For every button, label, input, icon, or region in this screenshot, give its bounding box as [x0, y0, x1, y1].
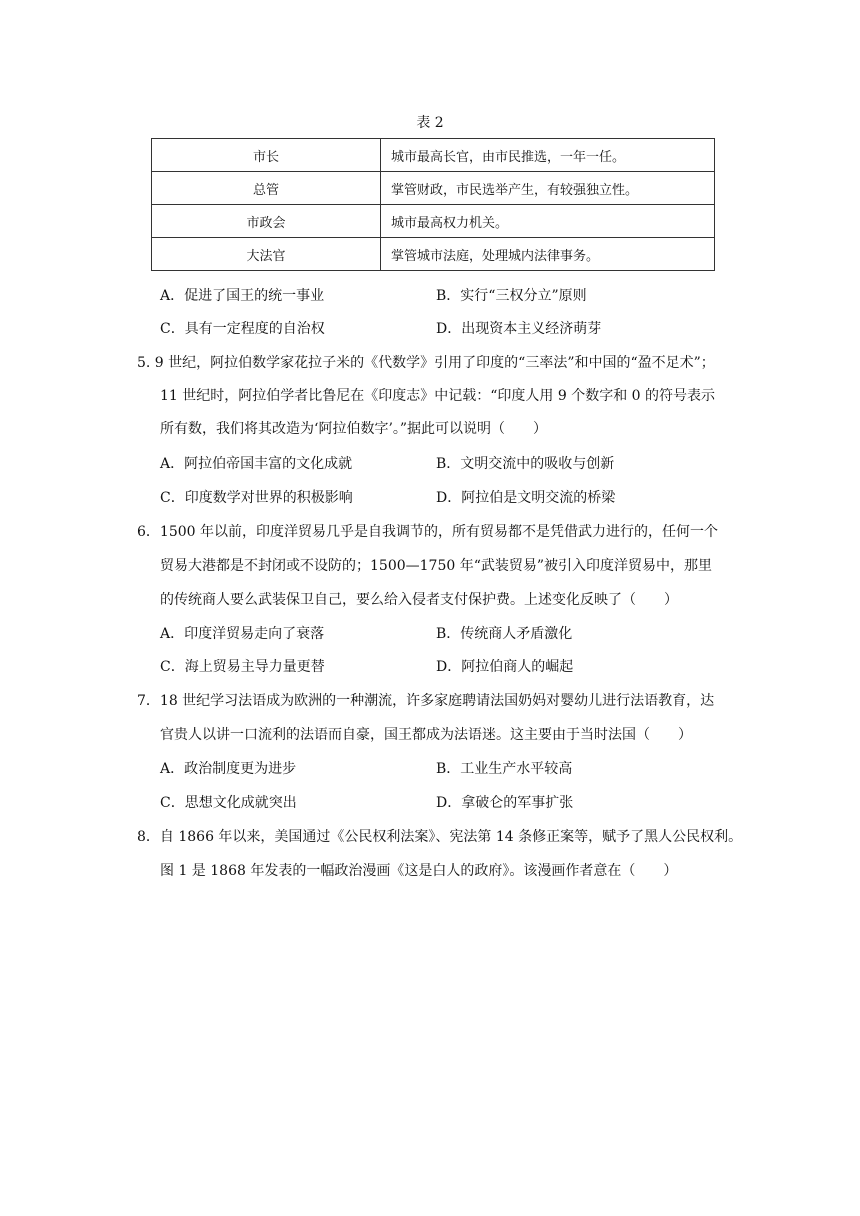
q7-option-b: B．工业生产水平较高 [436, 761, 573, 777]
q6-option-a: A．印度洋贸易走向了衰落 [160, 626, 325, 642]
q6-option-c: C．海上贸易主导力量更替 [160, 659, 325, 675]
q7-option-c: C．思想文化成就突出 [160, 795, 297, 811]
q6-stem-line: 的传统商人要么武装保卫自己，要么给入侵者支付保护费。上述变化反映了（ ） [160, 592, 678, 608]
q6-option-b: B．传统商人矛盾激化 [436, 626, 573, 642]
q5-stem-line: 所有数，我们将其改造为‘阿拉伯数字’。”据此可以说明（ ） [160, 421, 548, 437]
table-row [152, 238, 715, 271]
q4-option-d: D．出现资本主义经济萌芽 [436, 321, 602, 337]
q4-option-c: C．具有一定程度的自治权 [160, 321, 325, 337]
q5-stem-line: 11 世纪时，阿拉伯学者比鲁尼在《印度志》中记载：“印度人用 9 个数字和 0 的符号表示 [160, 388, 716, 404]
q5-option-d: D．阿拉伯是文明交流的桥梁 [436, 490, 616, 506]
city-officials-table [151, 138, 715, 271]
table-cell-duty: 掌管财政，市民选举产生，有较强独立性。 [381, 172, 715, 205]
q5-option-a: A．阿拉伯帝国丰富的文化成就 [160, 456, 353, 472]
q7-stem-line: 7．18 世纪学习法语成为欧洲的一种潮流，许多家庭聘请法国奶妈对婴幼儿进行法语教育，达 [137, 693, 715, 709]
q7-option-a: A．政治制度更为进步 [160, 761, 297, 777]
q5-stem-line: 5. 9 世纪，阿拉伯数学家花拉子米的《代数学》引用了印度的“三率法”和中国的“盈不足术”； [137, 355, 715, 371]
q7-stem-line: 官贵人以讲一口流利的法语而自豪，国王都成为法语迷。这主要由于当时法国（ ） [160, 727, 692, 743]
q6-stem-line: 贸易大港都是不封闭或不设防的；1500—1750 年“武装贸易”被引入印度洋贸易中，那里 [160, 558, 713, 574]
table-cell-duty: 城市最高权力机关。 [381, 205, 715, 238]
q5-option-c: C．印度数学对世界的积极影响 [160, 490, 353, 506]
table-row [152, 172, 715, 205]
q8-stem-line: 8．自 1866 年以来，美国通过《公民权利法案》、宪法第 14 条修正案等，赋予了黑人公民权利。 [137, 829, 743, 845]
table-cell-title: 总管 [152, 172, 381, 205]
table-caption: 表 2 [416, 115, 444, 131]
q5-option-b: B．文明交流中的吸收与创新 [436, 456, 615, 472]
q6-stem-line: 6．1500 年以前，印度洋贸易几乎是自我调节的，所有贸易都不是凭借武力进行的，任何一个 [137, 524, 718, 540]
q4-option-a: A．促进了国王的统一事业 [160, 288, 325, 304]
q7-option-d: D．拿破仑的军事扩张 [436, 795, 574, 811]
q6-option-d: D．阿拉伯商人的崛起 [436, 659, 574, 675]
table-cell-duty: 城市最高长官，由市民推选，一年一任。 [381, 139, 715, 172]
table-row [152, 205, 715, 238]
table-cell-title: 市政会 [152, 205, 381, 238]
q8-stem-line: 图 1 是 1868 年发表的一幅政治漫画《这是白人的政府》。该漫画作者意在（ ） [160, 863, 678, 879]
table-cell-duty: 掌管城市法庭，处理城内法律事务。 [381, 238, 715, 271]
table-cell-title: 市长 [152, 139, 381, 172]
table-cell-title: 大法官 [152, 238, 381, 271]
q4-option-b: B．实行“三权分立”原则 [436, 288, 587, 304]
table-row [152, 139, 715, 172]
